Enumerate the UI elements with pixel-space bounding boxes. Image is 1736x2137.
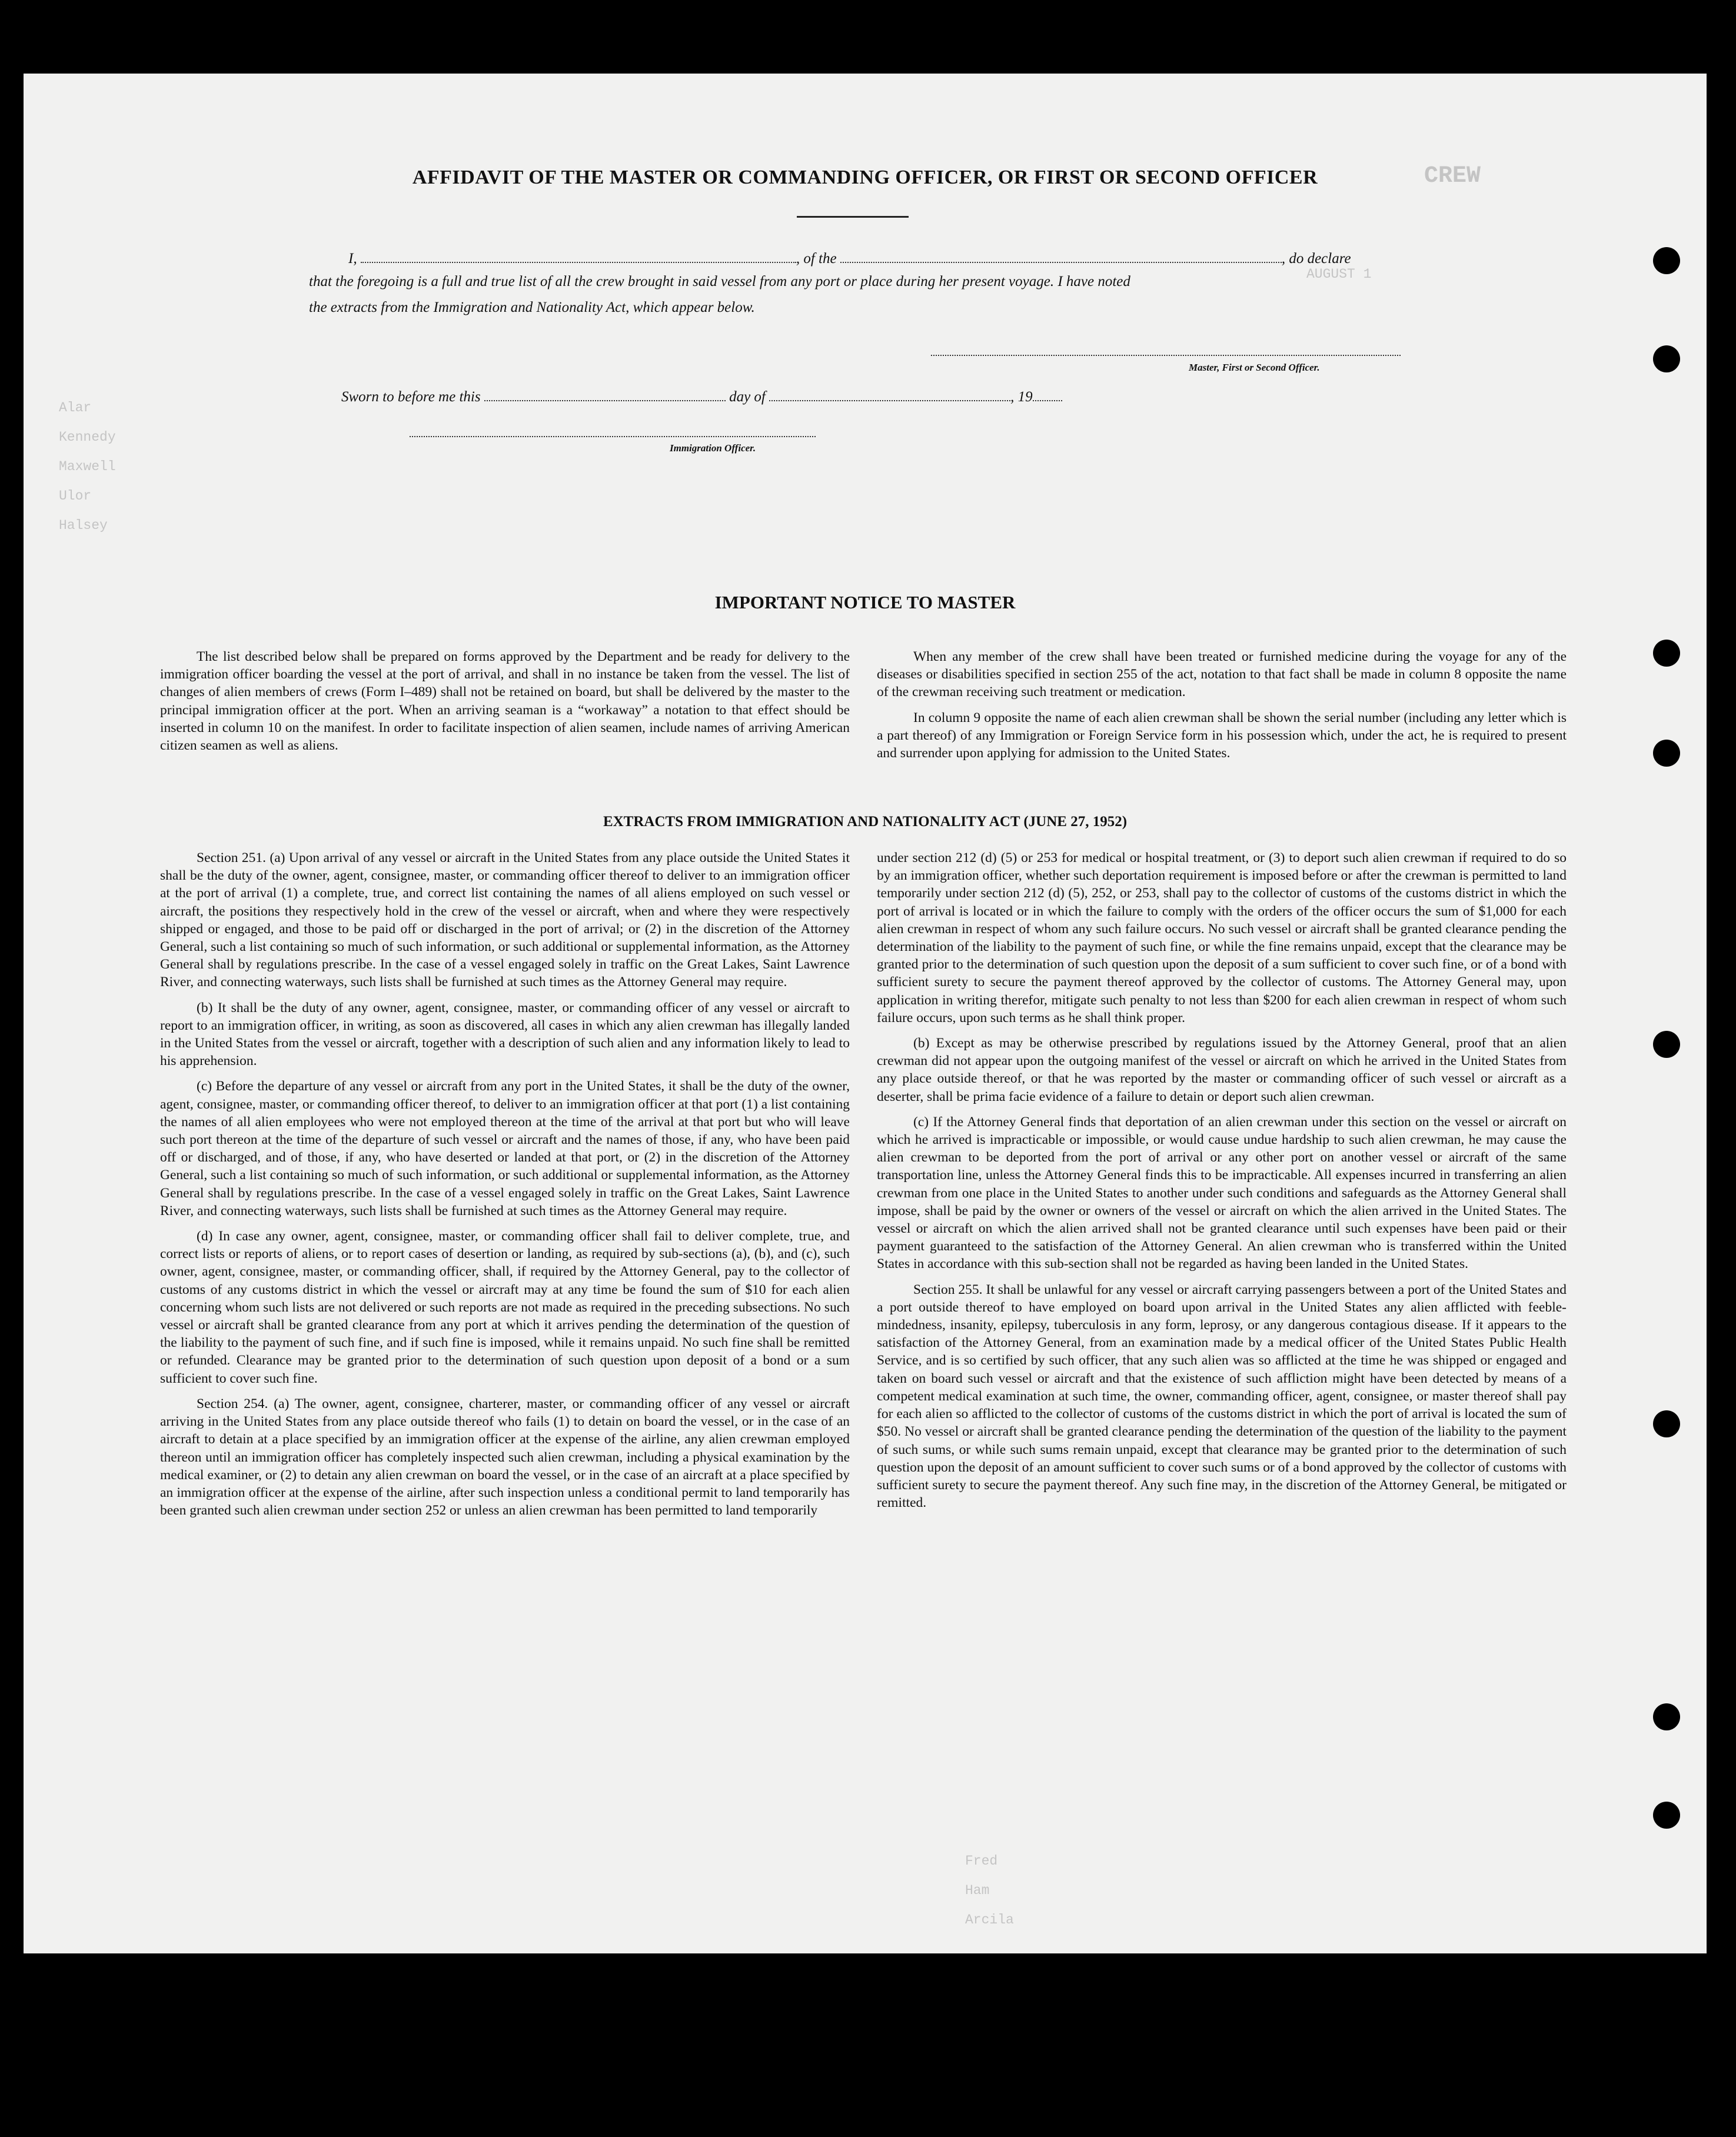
statute-paragraph: Section 254. (a) The owner, agent, consignee, charterer, master, or commanding officer of any vessel or aircraft arriving in the United States from any place outside thereof who fails (1) to detain on board the vessel, or in the case of an aircraft to detain at a place specified by an immigration officer at the expense of the airline, any alien crewman employed thereon until an immigration officer has completely inspected such alien crewman, including a physical examination by the medical examiner, or (2) to detain any alien crewman on board the vessel, or in the case of an aircraft at a place specified by an immigration officer at the expense of the airline, after such inspection unless a conditional permit to land temporarily has been granted such alien crewman under section 252 or unless an alien crewman has been permitted to land temporarily [160,1396,850,1519]
of-the-label: , of the [796,251,837,267]
notice-paragraph: In column 9 opposite the name of each alien crewman shall be shown the serial number (including any letter which is a part thereof) of any Immigration or Foreign Service form in his possession which, under the act, he is required to present and surrender upon applying for admission to the United States. [877,710,1567,761]
immigration-officer-label: Immigration Officer. [670,442,756,454]
bleed-through-text: Ham [965,1883,990,1898]
notice-right-column [877,648,1567,770]
sworn-line [341,387,1062,405]
master-signature-label: Master, First or Second Officer. [1189,362,1320,373]
sworn-month-blank [769,387,1010,401]
statute-paragraph: (b) It shall be the duty of any owner, agent, consignee, master, or commanding officer of any vessel or aircraft to report to an immigration officer, in writing, as soon as discovered, all cases in which any alien crewman has illegally landed in the United States from the vessel or aircraft, together with a description of such alien and any information likely to lead to his apprehension. [160,1000,850,1069]
sworn-day-blank [484,387,726,401]
document-page [24,74,1707,1953]
punch-hole [1653,1703,1680,1730]
extracts-title: EXTRACTS FROM IMMIGRATION AND NATIONALITY ACT (JUNE 27, 1952) [603,814,1128,830]
punch-hole [1653,247,1680,274]
statute-paragraph: (b) Except as may be otherwise prescribed by regulations issued by the Attorney General, proof that an alien crewman did not appear upon the outgoing manifest of the vessel or aircraft on which he arrived in the United States from any place outside thereof, or that he was reported by the master or commanding officer of such vessel or aircraft as a deserter, shall be prima facie evidence of a failure to detain or deport such alien crewman. [877,1036,1567,1104]
bleed-through-text: Maxwell [59,459,116,474]
affidavit-declaration-line [348,249,1351,267]
affidavit-statement-line: that the foregoing is a full and true list of all the crew brought in said vessel from any port or place during her present voyage. I have noted [309,274,1130,289]
punch-hole [1653,1031,1680,1058]
bleed-through-text: Alar [59,400,92,415]
immigration-officer-signature-line [410,436,816,437]
bleed-through-text: CREW [1424,163,1481,189]
affidavit-statement-line-2: the extracts from the Immigration and Nationality Act, which appear below. [309,299,755,315]
statute-paragraph: Section 251. (a) Upon arrival of any vessel or aircraft in the United States from any place outside the United States it shall be the duty of the owner, agent, consignee, master, or commanding officer thereof to deliver to an immigration officer at the port of arrival (1) a complete, true, and correct list containing the names of all aliens employed on such vessel or aircraft, the positions they respectively hold in the crew of the vessel or aircraft, when and where they were respectively shipped or engaged, and those to be paid off or discharged in the port of arrival; or (2) in the discretion of the Attorney General, such a list containing so much of such information, or such additional or supplemental information, as the Attorney General shall by regulations prescribe. In the case of a vessel engaged solely in traffic on the Great Lakes, Saint Lawrence River, and connecting waterways, such lists shall be furnished at such times as the Attorney General may require. [160,850,850,990]
vessel-blank [840,249,1282,263]
name-blank [361,249,796,263]
year-blank [1033,387,1062,401]
master-signature-line [931,355,1401,356]
extracts-right-column [877,849,1567,1519]
sworn-label: Sworn to before me this [341,389,481,405]
bleed-through-text: AUGUST 1 [1306,267,1372,282]
affidavit-i-label: I, [348,251,357,267]
extracts-left-column [160,849,850,1527]
statute-paragraph: Section 255. It shall be unlawful for any vessel or aircraft carrying passengers between a port of the United States and a port outside thereof to have employed on board upon arrival in the United States any alien afflicted with feeble-mindedness, insanity, epilepsy, tuberculosis in any form, leprosy, or any dangerous contagious disease. If it appears to the satisfaction of the Attorney General, from an examination made by a medical officer of the United States Public Health Service, and is so certified by such officer, that any such alien was so afflicted at the time he was shipped or engaged and taken on board such vessel or aircraft and that the existence of such affliction might have been detected by means of a competent medical examination at such time, the owner, commanding officer, agent, consignee, or master thereof shall pay for each alien so afflicted to the collector of customs of the customs district in which the port of arrival is located the sum of $50. No vessel or aircraft shall be granted clearance pending the determination of the question of the liability to the payment of such sums, or while such sums remain unpaid, except that clearance may be granted prior to the determination of such question upon the deposit of an amount sufficient to cover such sums or of a bond approved by the collector of customs with sufficient surety to secure the payment thereof. Any such fine may, in the discretion of the Attorney General, be mitigated or remitted. [877,1281,1567,1511]
bleed-through-text: Fred [965,1853,998,1869]
punch-hole [1653,740,1680,767]
notice-paragraph: The list described below shall be prepared on forms approved by the Department and be ready for delivery to the immigration officer boarding the vessel at the port of arrival, and shall in no instance be taken from the vessel. The list of changes of alien members of crews (Form I–489) shall not be retained on board, but shall be delivered by the master to the principal immigration officer at the port. When an arriving seaman is a “workaway” a notation to that effect should be inserted in column 10 on the manifest. In order to facilitate inspection of alien seamen, include names of arriving American citizen seamen as well as aliens. [160,649,850,754]
punch-hole [1653,1410,1680,1437]
statute-paragraph: (d) In case any owner, agent, consignee, master, or commanding officer shall fail to deliver complete, true, and correct lists or reports of aliens, or to report cases of desertion or landing, as required by sub-sections (a), (b), and (c), such owner, agent, consignee, master, or commanding officer, shall, if required by the Attorney General, pay to the collector of customs of any customs district in which the vessel or aircraft may at any time be found the sum of $10 for each alien concerning whom such lists are not delivered or such reports are not made as required in the preceding subsections. No such vessel or aircraft shall be granted clearance from any port at which it arrives pending the determination of the question of the liability to the payment of such fine, and if such fine is imposed, while it remains unpaid. No such fine shall be remitted or refunded. Clearance may be granted prior to the determination of such question upon deposit of a bond or a sum sufficient to cover such fine. [160,1229,850,1386]
statute-paragraph: (c) If the Attorney General finds that deportation of an alien crewman under this section on the vessel or aircraft on which he arrived is impracticable or impossible, or would cause undue hardship to such alien crewman, he may cause the alien crewman to be deported from the port of arrival or any other port on another vessel or aircraft of the same transportation line, unless the Attorney General finds this to be impracticable. All expenses incurred in transferring an alien crewman from one place in the United States to another under such conditions and safeguards as the Attorney General shall impose, shall be paid by the owner or owners of the vessel or aircraft on which the alien arrived in the United States. The vessel or aircraft on which the alien arrived shall not be granted clearance until such expenses have been paid or their payment guaranteed to the satisfaction of the Attorney General. An alien crewman who is transferred within the United States in accordance with this sub-section shall not be regarded as having been landed in the United States. [877,1114,1567,1272]
punch-hole [1653,1802,1680,1829]
notice-paragraph: When any member of the crew shall have been treated or furnished medicine during the voyage for any of the diseases or disabilities specified in section 255 of the act, notation to that fact shall be made in column 8 opposite the name of the crewman receiving such treatment or medication. [877,649,1567,700]
affidavit-title: AFFIDAVIT OF THE MASTER OR COMMANDING OFFICER, OR FIRST OR SECOND OFFICER [412,167,1318,188]
punch-hole [1653,345,1680,372]
bleed-through-text: Halsey [59,518,108,533]
notice-left-column [160,648,850,762]
statute-paragraph: under section 212 (d) (5) or 253 for medical or hospital treatment, or (3) to deport such alien crewman if required to do so by an immigration officer, whether such deportation requirement is imposed before or after the crewman is permitted to land temporarily under section 212 (d) (5), 252, or 253, shall pay to the collector of customs of the customs district in which the port of arrival is located or in which the failure to comply with the orders of the officer occurs the sum of $1,000 for each alien crewman in respect of whom any such failure occurs. No such vessel or aircraft shall be granted clearance pending the determination of the liability to the payment of such fine, or while the fine remains unpaid, except that the clearance may be granted prior to the determination of such question upon the deposit of a sum sufficient to cover such fine, or of a bond with sufficient surety to secure the payment thereof approved by the collector of customs. The Attorney General may, upon application in writing therefor, mitigate such penalty to not less than $200 for each alien crewman in respect of whom such failure occurs, upon such terms as he shall think proper. [877,850,1567,1026]
bleed-through-text: Ulor [59,488,92,504]
bleed-through-text: Arcila [965,1912,1014,1928]
notice-title: IMPORTANT NOTICE TO MASTER [714,592,1016,613]
bleed-through-text: Kennedy [59,430,116,445]
title-divider [797,216,909,218]
day-of-label: day of [729,389,766,405]
do-declare-label: , do declare [1281,251,1351,267]
punch-hole [1653,640,1680,667]
statute-paragraph: (c) Before the departure of any vessel or aircraft from any port in the United States, it shall be the duty of the owner, agent, consignee, master, or commanding officer thereof, to deliver to an immigration officer at that port (1) a list containing the names of all alien employees who were not employed thereon at the time of the arrival at that port but who will leave such port thereon at the time of the departure of such vessel or aircraft and the names of those, if any, who have been paid off or discharged, and of those, if any, who have deserted or landed at that port, or (2) in the discretion of the Attorney General, such a list containing so much of such information, or such additional or supplemental information, as the Attorney General shall by regulations prescribe. In the case of a vessel engaged solely in traffic on the Great Lakes, Saint Lawrence River, and connecting waterways, such lists shall be furnished at such times as the Attorney General may require. [160,1079,850,1219]
year-label: , 19 [1010,389,1033,405]
